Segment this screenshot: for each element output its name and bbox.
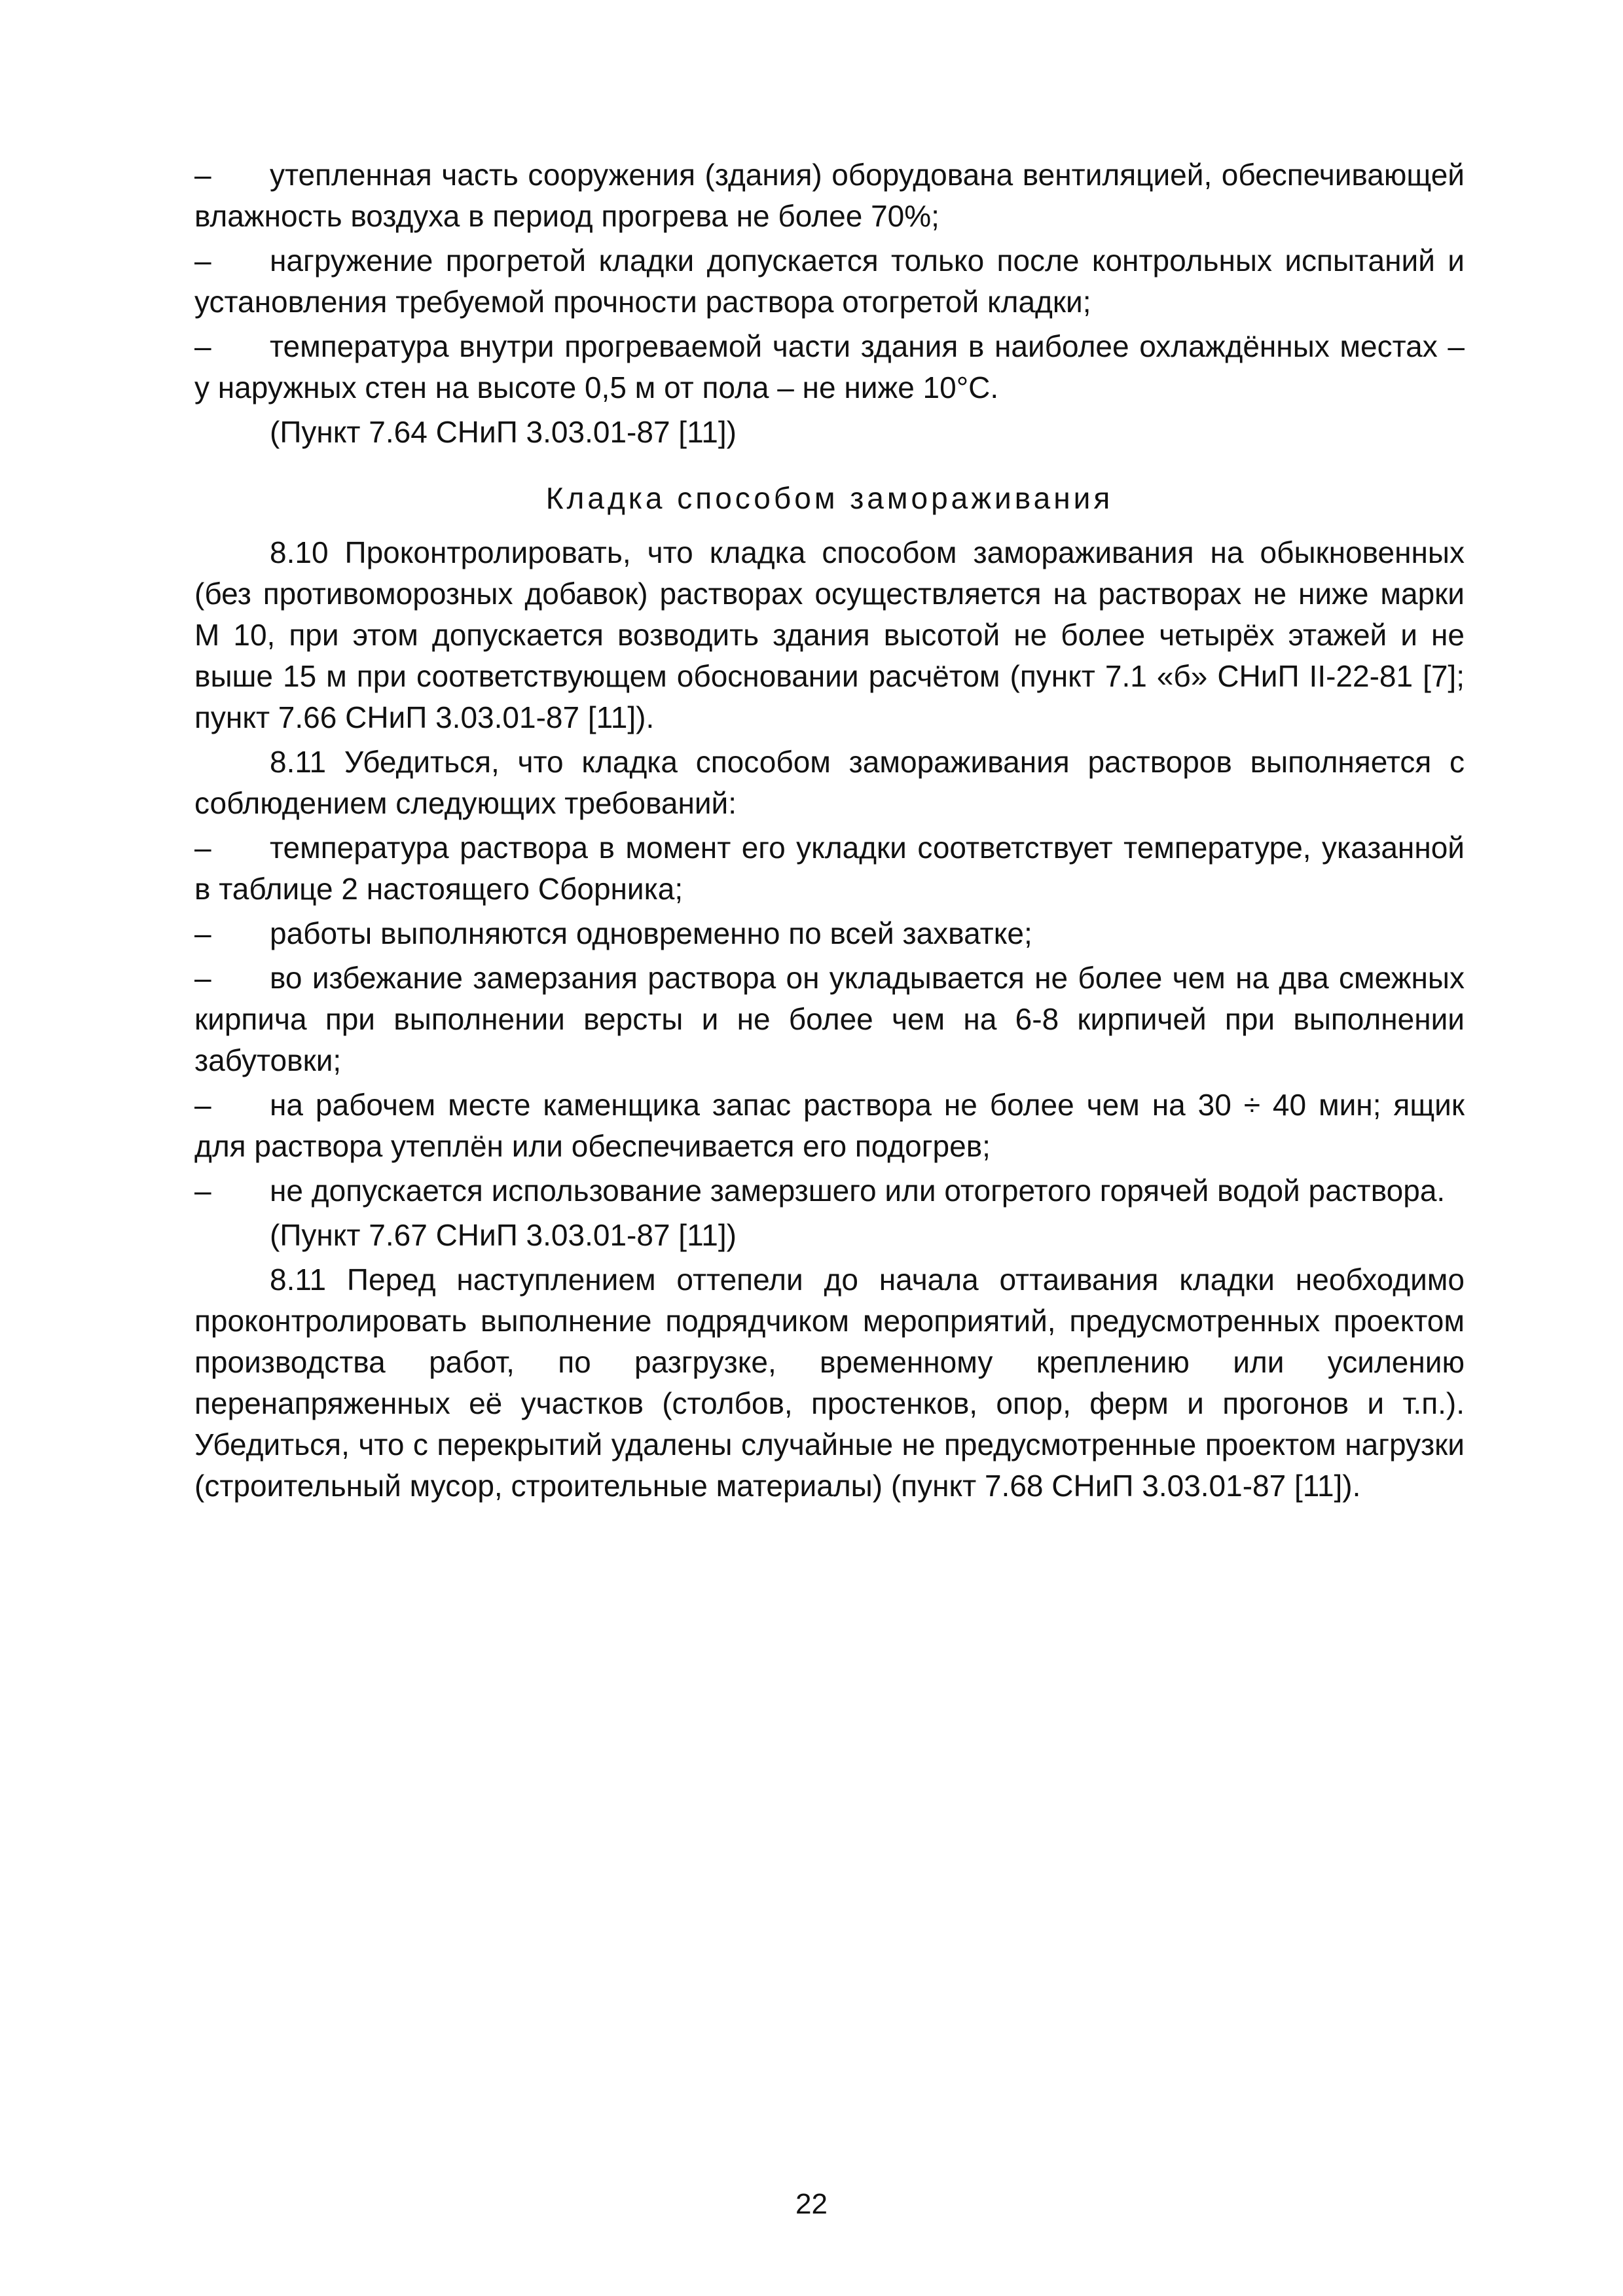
list-dash: – (194, 1174, 211, 1208)
list-item-avoid-freezing (194, 958, 1465, 1081)
reference-paragraph: (Пункт 7.67 СНиП 3.03.01-87 [11]) (270, 1218, 737, 1252)
list-dash: – (194, 916, 211, 950)
list-item-text: работы выполняются одновременно по всей захватке; (270, 916, 1032, 950)
list-dash: – (194, 961, 211, 995)
section-heading-text: Кладка способом замораживания (545, 481, 1114, 515)
page-number: 22 (795, 2188, 828, 2220)
list-dash: – (194, 329, 211, 363)
list-dash: – (194, 158, 211, 192)
list-item-text: не допускается использование замерзшего или отогретого горячей водой раствора. (270, 1174, 1446, 1208)
paragraph-8-11-thaw: 8.11 Перед наступлением оттепели до начала оттаивания кладки необходимо проконтролировать выполнение подрядчиком мероприятий, предусмотренных проектом производства работ, по разгрузке, временному креплению или усилению перенапряженных её участков (столбов, простенков, опор, ферм и прогонов и т.п.). Убедиться, что с перекрытий удалены случайные не предусмотренные проектом нагрузки (строительный мусор, строительные материалы) (пункт 7.68 СНиП 3.03.01-87 [11]). (194, 1263, 1465, 1503)
section-heading (194, 478, 1465, 519)
reference-paragraph: (Пункт 7.64 СНиП 3.03.01-87 [11]) (270, 415, 737, 449)
list-item-mortar-supply (194, 1085, 1465, 1167)
list-item-text: утепленная часть сооружения (здания) оборудована вентиляцией, обеспечивающей влажность воздуха в период прогрева не более 70%; (194, 158, 1465, 233)
paragraph-8-11-requirements: 8.11 Убедиться, что кладка способом замораживания растворов выполняется с соблюдением следующих требований: (194, 745, 1465, 820)
list-item-loading (194, 240, 1465, 323)
list-item-frozen-mortar (194, 1170, 1465, 1211)
page-content (194, 154, 1465, 1510)
list-dash: – (194, 243, 211, 278)
list-dash: – (194, 1088, 211, 1122)
list-item-text: во избежание замерзания раствора он укладывается не более чем на два смежных кирпича при выполнении версты и не более чем на 6-8 кирпичей при выполнении забутовки; (194, 961, 1465, 1077)
list-item-simultaneous-work (194, 913, 1465, 954)
list-item-ventilation (194, 154, 1465, 237)
list-item-text: на рабочем месте каменщика запас раствора не более чем на 30 ÷ 40 мин; ящик для раствора утеплён или обеспечивается его подогрев; (194, 1088, 1465, 1163)
list-item-temperature (194, 326, 1465, 408)
list-dash: – (194, 831, 211, 865)
list-item-text: температура внутри прогреваемой части здания в наиболее охлаждённых местах – у наружных стен на высоте 0,5 м от пола – не ниже 10°С. (194, 329, 1465, 404)
list-item-mortar-temperature (194, 827, 1465, 910)
list-item-text: температура раствора в момент его укладки соответствует температуре, указанной в таблице 2 настоящего Сборника; (194, 831, 1465, 906)
paragraph-8-10: 8.10 Проконтролировать, что кладка способом замораживания на обыкновенных (без противоморозных добавок) растворах осуществляется на растворах не ниже марки М 10, при этом допускается возводить здания высотой не более четырёх этажей и не выше 15 м при соответствующем обосновании расчётом (пункт 7.1 «б» СНиП II-22-81 [7]; пункт 7.66 СНиП 3.03.01-87 [11]). (194, 535, 1465, 734)
list-item-text: нагружение прогретой кладки допускается только после контрольных испытаний и установления требуемой прочности раствора отогретой кладки; (194, 243, 1465, 319)
